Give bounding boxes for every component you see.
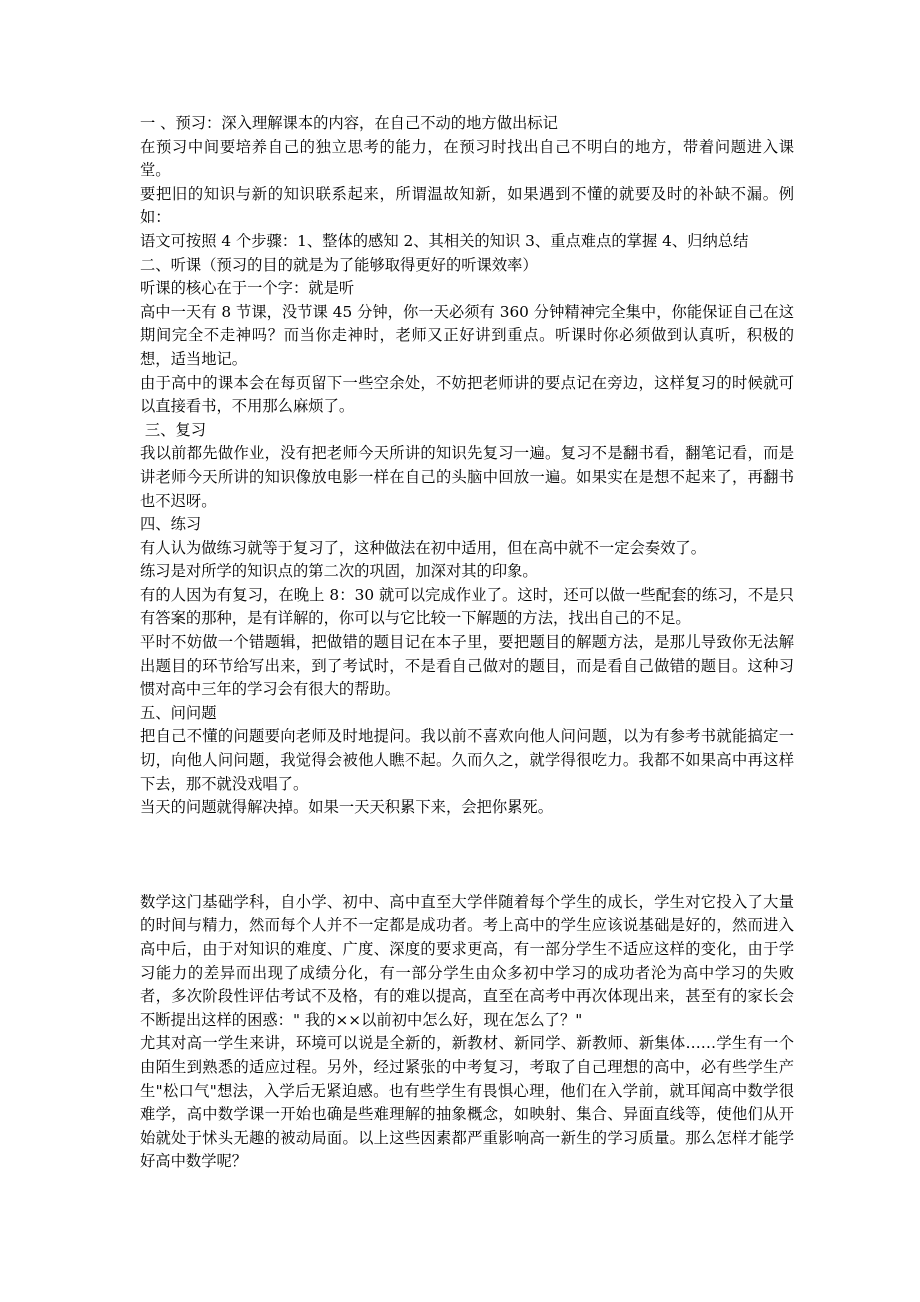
paragraph: 把自己不懂的问题要向老师及时地提问。我以前不喜欢向他人问问题，以为有参考书就能搞定一切，向他人问问题，我觉得会被他人瞧不起。久而久之，就学得很吃力。我都不如果高中再这样下去，那不就没戏唱了。	[140, 727, 794, 793]
paragraph: 当天的问题就得解决掉。如果一天天积累下来，会把你累死。	[140, 798, 554, 817]
paragraph: 练习是对所学的知识点的第二次的巩固，加深对其的印象。	[140, 562, 538, 581]
paragraph: 要把旧的知识与新的知识联系起来，所谓温故知新，如果遇到不懂的就要及时的补缺不漏。例如：	[140, 184, 794, 227]
paragraph: 语文可按照 4 个步骤：1、整体的感知 2、其相关的知识 3、重点难点的掌握 4、归纳总结	[140, 231, 749, 250]
paragraph: 有人认为做练习就等于复习了，这种做法在初中适用，但在高中就不一定会奏效了。	[140, 538, 706, 557]
paragraph: 高中一天有 8 节课，没节课 45 分钟，你一天必须有 360 分钟精神完全集中，你能保证自己在这期间完全不走神吗？而当你走神时，老师又正好讲到重点。听课时你必须做到认真听，积极的想，适当地记。	[140, 302, 794, 368]
document-body	[140, 112, 794, 1174]
paragraph: 数学这门基础学科，自小学、初中、高中直至大学伴随着每个学生的成长，学生对它投入了大量的时间与精力，然而每个人并不一定都是成功者。考上高中的学生应该说基础是好的，然而进入高中后，由于对知识的难度、广度、深度的要求更高，有一部分学生不适应这样的变化，由于学习能力的差异而出现了成绩分化，有一部分学生由众多初中学习的成功者沦为高中学习的失败者，多次阶段性评估考试不及格，有的难以提高，直至在高考中再次体现出来，甚至有的家长会不断提出这样的困惑：" 我的××以前初中怎么好，现在怎么了？"	[140, 892, 794, 1029]
section-heading-questions: 五、问问题	[140, 703, 217, 722]
paragraph: 平时不妨做一个错题辑，把做错的题目记在本子里，要把题目的解题方法，是那儿导致你无法解出题目的环节给写出来，到了考试时，不是看自己做对的题目，而是看自己做错的题目。这种习惯对高中三年的学习会有很大的帮助。	[140, 633, 794, 699]
section-heading-review: 三、复习	[140, 420, 207, 439]
section-heading-preview: 一 、预习：深入理解课本的内容，在自己不动的地方做出标记	[140, 114, 558, 132]
paragraph: 我以前都先做作业，没有把老师今天所讲的知识先复习一遍。复习不是翻书看，翻笔记看，而是讲老师今天所讲的知识像放电影一样在自己的头脑中回放一遍。如果实在是想不起来了，再翻书也不迟呀。	[140, 444, 794, 510]
section-gap	[140, 820, 794, 891]
paragraph: 听课的核心在于一个字：就是听	[140, 279, 355, 298]
paragraph: 尤其对高一学生来讲，环境可以说是全新的，新教材、新同学、新教师、新集体……学生有一个由陌生到熟悉的适应过程。另外，经过紧张的中考复习，考取了自己理想的高中，必有些学生产生"松口气"想法，入学后无紧迫感。也有些学生有畏惧心理，他们在入学前，就耳闻高中数学很难学，高中数学课一开始也确是些难理解的抽象概念，如映射、集合、异面直线等，使他们从开始就处于怵头无趣的被动局面。以上这些因素都严重影响高一新生的学习质量。那么怎样才能学好高中数学呢？	[140, 1034, 794, 1171]
paragraph: 在预习中间要培养自己的独立思考的能力，在预习时找出自己不明白的地方，带着问题进入课堂。	[140, 137, 794, 180]
paragraph: 有的人因为有复习，在晚上 8：30 就可以完成作业了。这时，还可以做一些配套的练习，不是只有答案的那种，是有详解的，你可以与它比较一下解题的方法，找出自己的不足。	[140, 585, 794, 628]
section-heading-practice: 四、练习	[140, 515, 202, 534]
section-heading-listening: 二、听课（预习的目的就是为了能够取得更好的听课效率）	[140, 255, 538, 274]
paragraph: 由于高中的课本会在每页留下一些空余处，不妨把老师讲的要点记在旁边，这样复习的时候就可以直接看书，不用那么麻烦了。	[140, 373, 794, 416]
